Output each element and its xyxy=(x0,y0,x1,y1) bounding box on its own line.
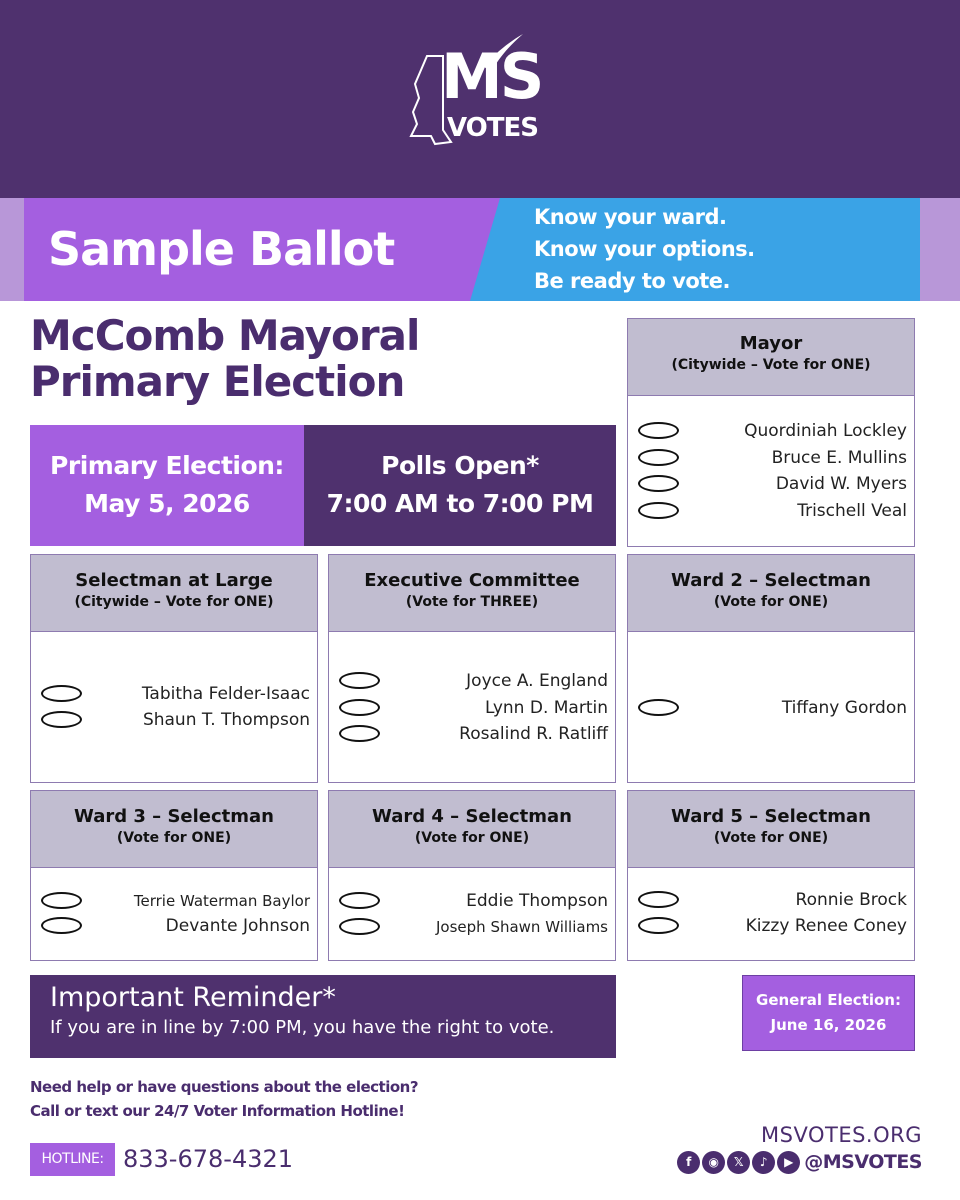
primary-date: May 5, 2026 xyxy=(84,489,250,518)
tagline xyxy=(534,201,755,297)
candidate-name: Rosalind R. Ratliff xyxy=(459,724,608,744)
social-handle[interactable]: @MSVOTES xyxy=(804,1151,922,1173)
help-line: Need help or have questions about the election? xyxy=(30,1078,419,1096)
vote-oval[interactable] xyxy=(41,685,82,702)
vote-oval[interactable] xyxy=(638,699,679,716)
candidate-name: Devante Johnson xyxy=(165,916,310,936)
reminder-title: Important Reminder* xyxy=(50,982,336,1013)
vote-oval[interactable] xyxy=(41,711,82,728)
race-subtitle: (Vote for ONE) xyxy=(713,594,829,610)
website-link[interactable]: MSVOTES.ORG xyxy=(761,1123,922,1147)
help-line: Call or text our 24/7 Voter Information Hotline! xyxy=(30,1102,405,1120)
race-title: Ward 3 – Selectman xyxy=(74,806,274,827)
facebook-icon[interactable]: f xyxy=(677,1151,700,1174)
important-reminder-box xyxy=(30,975,616,1058)
race-selectman-at-large xyxy=(30,554,318,783)
candidate-row[interactable] xyxy=(329,888,615,914)
race-subtitle: (Vote for ONE) xyxy=(713,830,829,846)
race-subtitle: (Citywide – Vote for ONE) xyxy=(74,594,274,610)
x-icon[interactable]: 𝕏 xyxy=(727,1151,750,1174)
race-title: Executive Committee xyxy=(364,570,580,591)
vote-oval[interactable] xyxy=(339,725,380,742)
candidate-name: Quordiniah Lockley xyxy=(744,421,907,441)
race-header xyxy=(628,555,914,632)
race-subtitle: (Vote for ONE) xyxy=(414,830,530,846)
logo-votes-text: VOTES xyxy=(447,113,538,143)
candidate-name: Joseph Shawn Williams xyxy=(436,918,608,936)
race-subtitle: (Citywide – Vote for ONE) xyxy=(671,357,871,373)
general-election-label: General Election: xyxy=(756,991,901,1009)
reminder-text: If you are in line by 7:00 PM, you have the right to vote. xyxy=(50,1017,555,1038)
general-election-date: June 16, 2026 xyxy=(770,1016,887,1034)
candidate-row[interactable] xyxy=(628,887,914,913)
vote-oval[interactable] xyxy=(638,917,679,934)
vote-oval[interactable] xyxy=(638,891,679,908)
race-ward-4 xyxy=(328,790,616,961)
candidate-row[interactable] xyxy=(628,695,914,721)
tagline-line: Be ready to vote. xyxy=(534,269,731,293)
race-title: Selectman at Large xyxy=(75,570,273,591)
election-title-line: McComb Mayoral xyxy=(30,311,420,360)
candidate-row[interactable] xyxy=(31,681,317,707)
candidate-row[interactable] xyxy=(628,471,914,497)
polls-label: Polls Open* xyxy=(381,451,539,480)
vote-oval[interactable] xyxy=(638,502,679,519)
primary-label: Primary Election: xyxy=(50,451,284,480)
race-header xyxy=(628,791,914,868)
vote-oval[interactable] xyxy=(41,892,82,909)
race-ward-5 xyxy=(627,790,915,961)
vote-oval[interactable] xyxy=(339,672,380,689)
candidate-row[interactable] xyxy=(329,668,615,694)
tiktok-icon[interactable]: ♪ xyxy=(752,1151,775,1174)
logo-ms-text: MS xyxy=(441,40,542,113)
help-text xyxy=(30,1075,418,1123)
race-ward-2 xyxy=(627,554,915,783)
vote-oval[interactable] xyxy=(339,699,380,716)
candidate-row[interactable] xyxy=(329,695,615,721)
hotline-number[interactable]: 833-678-4321 xyxy=(123,1145,294,1173)
social-row xyxy=(677,1149,922,1175)
polls-open-box xyxy=(304,425,616,546)
tagline-line: Know your options. xyxy=(534,237,755,261)
msvotes-logo xyxy=(405,32,550,157)
candidate-name: Shaun T. Thompson xyxy=(142,710,310,730)
sample-ballot-banner xyxy=(0,198,960,301)
race-subtitle: (Vote for THREE) xyxy=(405,594,539,610)
candidate-row[interactable] xyxy=(628,418,914,444)
race-header xyxy=(329,791,615,868)
candidate-name: Eddie Thompson xyxy=(466,891,608,911)
vote-oval[interactable] xyxy=(638,422,679,439)
candidate-name: Trischell Veal xyxy=(797,501,907,521)
vote-oval[interactable] xyxy=(339,918,380,935)
banner-left-accent xyxy=(0,198,24,301)
vote-oval[interactable] xyxy=(41,917,82,934)
candidate-row[interactable] xyxy=(628,445,914,471)
candidate-row[interactable] xyxy=(31,888,317,914)
sample-ballot-title: Sample Ballot xyxy=(48,222,395,276)
polls-hours: 7:00 AM to 7:00 PM xyxy=(326,489,594,518)
candidate-name: Tabitha Felder-Isaac xyxy=(141,684,310,704)
hotline-label: HOTLINE: xyxy=(30,1143,115,1176)
candidate-name: Terrie Waterman Baylor xyxy=(133,892,310,910)
race-header xyxy=(628,319,914,396)
youtube-icon[interactable]: ▶ xyxy=(777,1151,800,1174)
race-title: Ward 2 – Selectman xyxy=(671,570,871,591)
general-election-box xyxy=(742,975,915,1051)
race-executive-committee xyxy=(328,554,616,783)
race-header xyxy=(31,555,317,632)
race-title: Mayor xyxy=(739,333,803,354)
candidate-row[interactable] xyxy=(329,721,615,747)
candidate-row[interactable] xyxy=(329,914,615,940)
election-title-line: Primary Election xyxy=(30,357,405,406)
race-ward-3 xyxy=(30,790,318,961)
race-title: Ward 5 – Selectman xyxy=(671,806,871,827)
candidate-name: Ronnie Brock xyxy=(795,890,907,910)
vote-oval[interactable] xyxy=(638,475,679,492)
primary-date-box xyxy=(30,425,304,546)
race-header xyxy=(329,555,615,632)
race-subtitle: (Vote for ONE) xyxy=(116,830,232,846)
tagline-line: Know your ward. xyxy=(534,205,727,229)
candidate-name: Tiffany Gordon xyxy=(781,698,907,718)
candidate-name: Bruce E. Mullins xyxy=(771,448,907,468)
vote-oval[interactable] xyxy=(638,449,679,466)
election-title xyxy=(30,313,419,405)
candidate-name: Joyce A. England xyxy=(466,671,608,691)
header-band xyxy=(0,0,960,198)
candidate-name: Kizzy Renee Coney xyxy=(745,916,907,936)
banner-right-accent xyxy=(920,198,960,301)
candidate-row[interactable] xyxy=(31,913,317,939)
vote-oval[interactable] xyxy=(339,892,380,909)
candidate-row[interactable] xyxy=(628,913,914,939)
candidate-name: David W. Myers xyxy=(775,474,907,494)
candidate-row[interactable] xyxy=(31,707,317,733)
candidate-row[interactable] xyxy=(628,498,914,524)
race-title: Ward 4 – Selectman xyxy=(372,806,572,827)
race-mayor xyxy=(627,318,915,547)
candidate-name: Lynn D. Martin xyxy=(484,698,608,718)
race-header xyxy=(31,791,317,868)
instagram-icon[interactable]: ◉ xyxy=(702,1151,725,1174)
